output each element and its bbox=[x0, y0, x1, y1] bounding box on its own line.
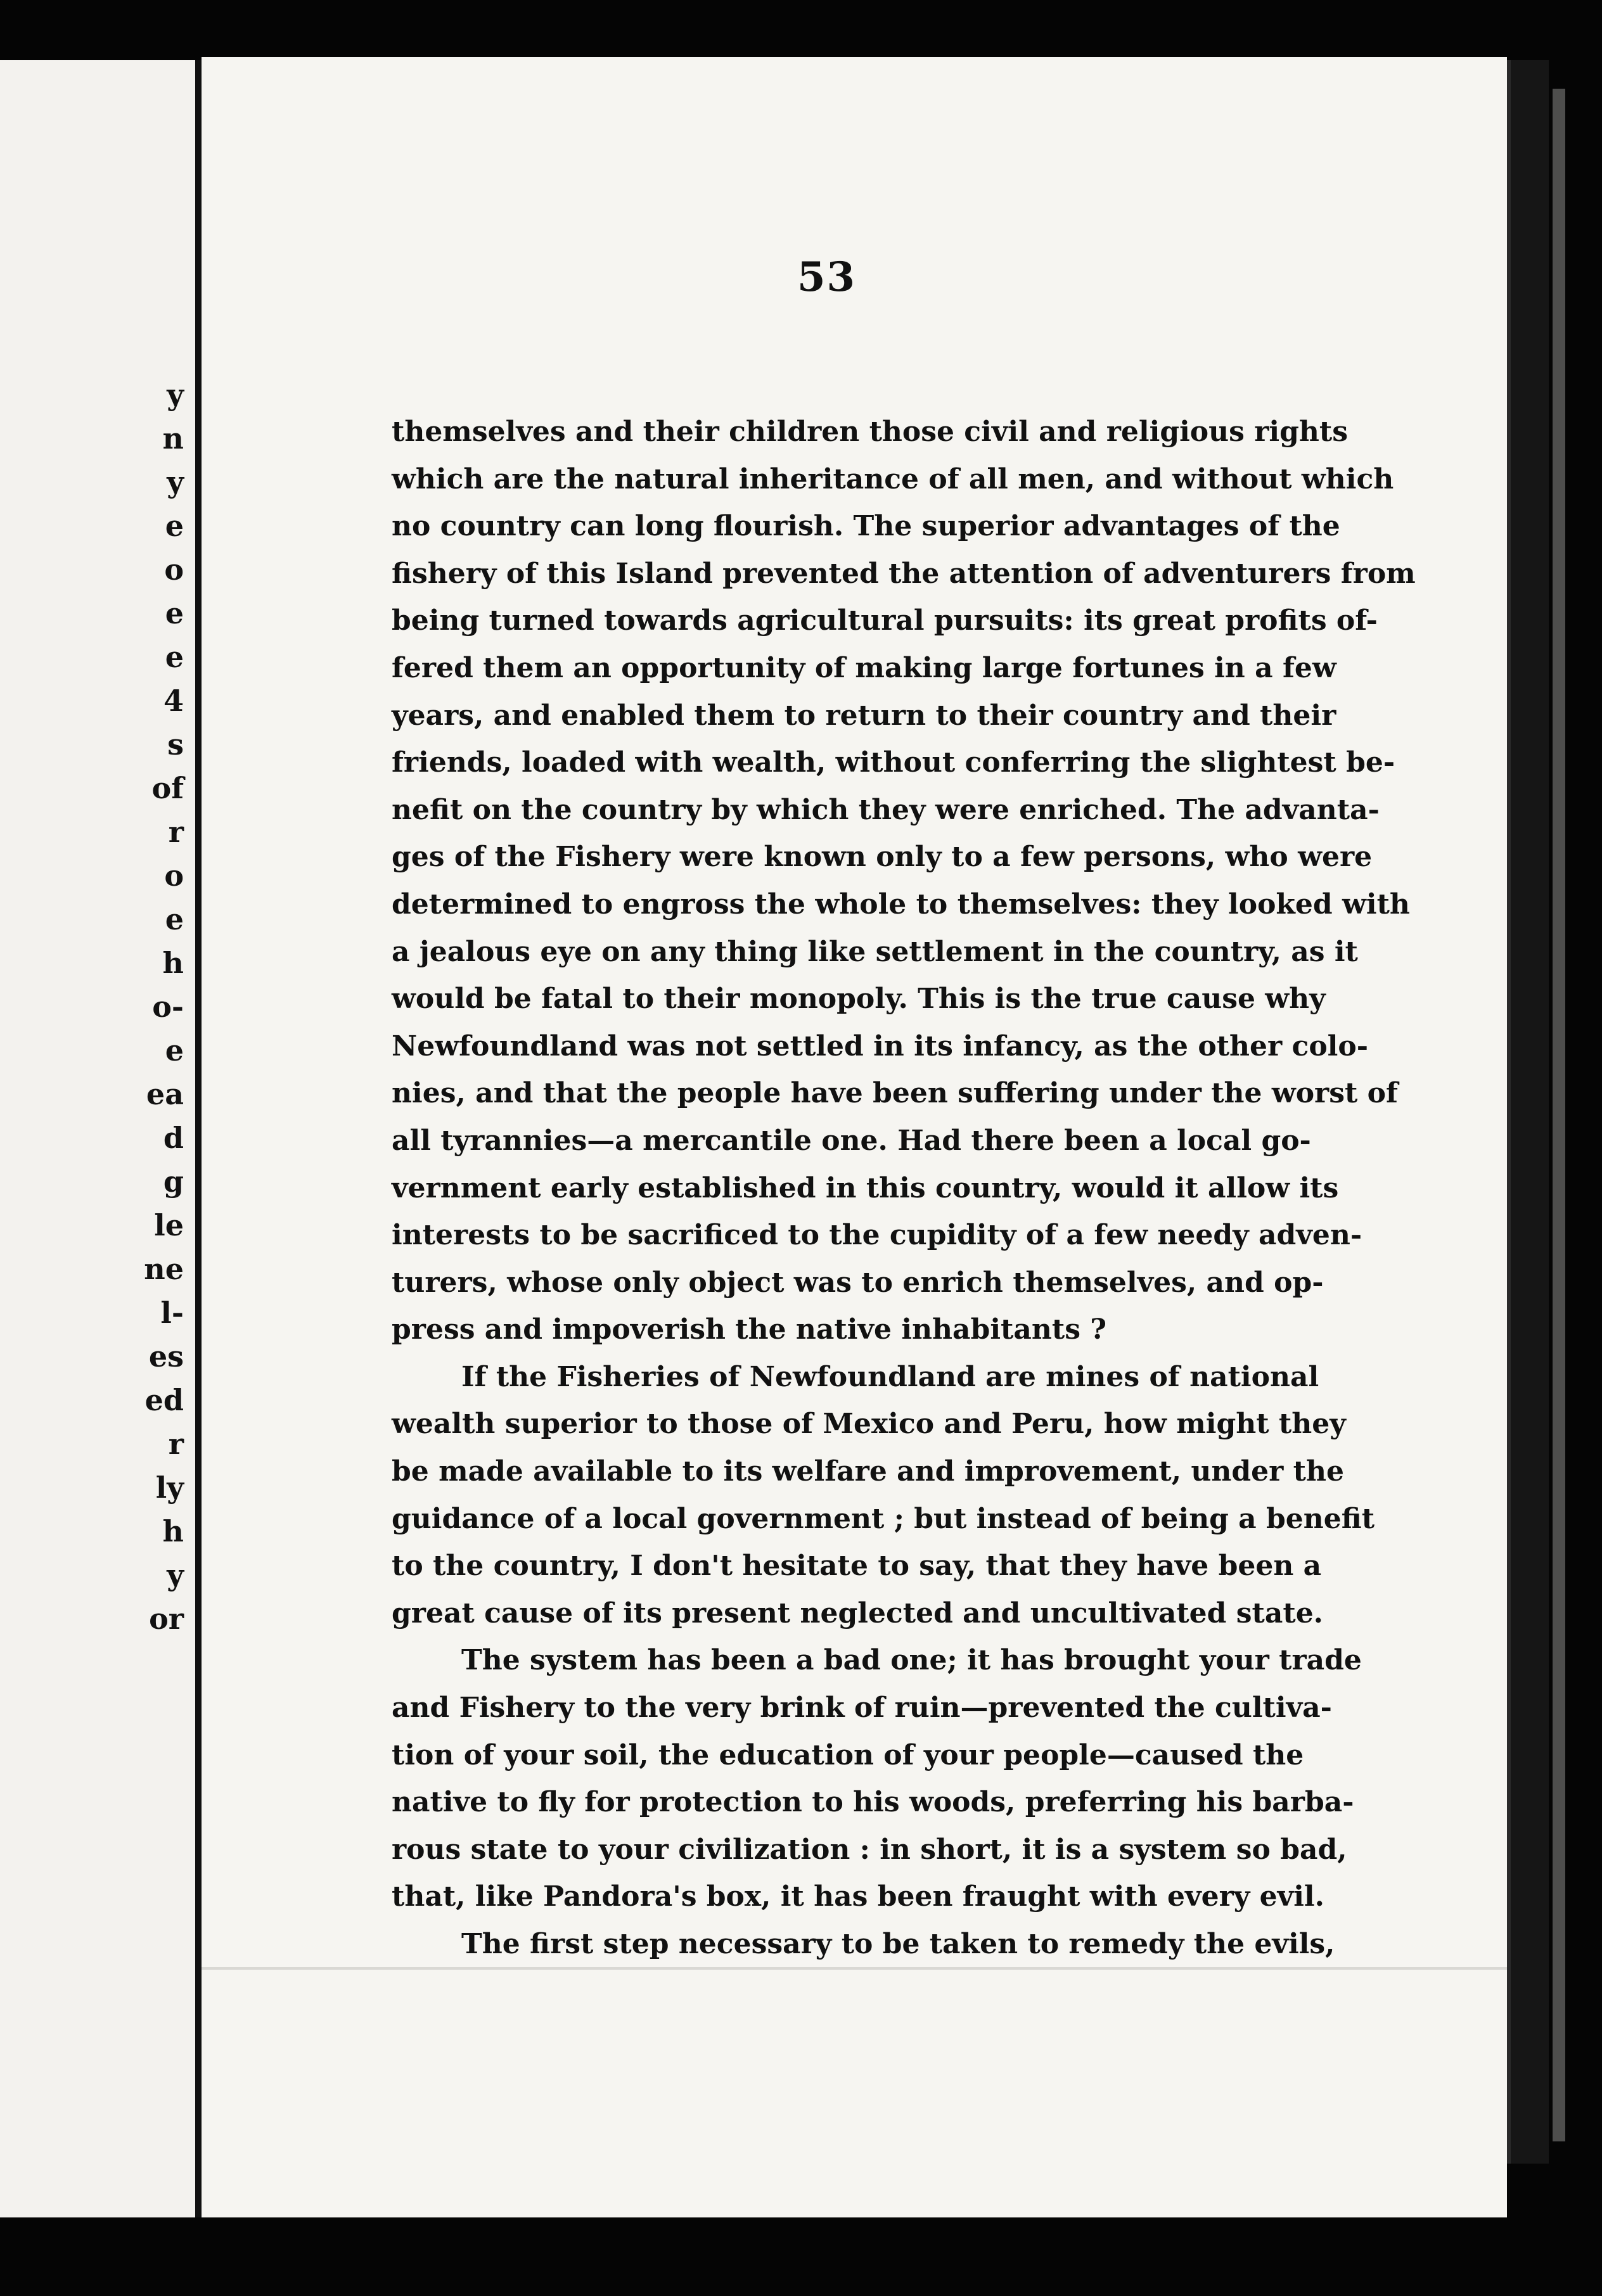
left-page-fragment: h bbox=[162, 1514, 184, 1548]
text-line: rous state to your civilization : in short, it is a system so bad, bbox=[392, 1833, 1347, 1866]
text-line: great cause of its present neglected and uncultivated state. bbox=[392, 1597, 1324, 1630]
paragraph-1 bbox=[392, 409, 1494, 1354]
text-line: themselves and their children those civil and religious rights bbox=[392, 416, 1348, 448]
left-page-edge bbox=[0, 60, 202, 2217]
text-line: and Fishery to the very brink of ruin—prevented the cultiva- bbox=[392, 1692, 1332, 1725]
text-line: being turned towards agricultural pursuits: its great profits of- bbox=[392, 604, 1378, 637]
page-number: 53 bbox=[797, 253, 857, 301]
text-line: would be fatal to their monopoly. This is the true cause why bbox=[392, 983, 1326, 1016]
text-line: wealth superior to those of Mexico and Peru, how might they bbox=[392, 1408, 1346, 1441]
text-line: Newfoundland was not settled in its infancy, as the other colo- bbox=[392, 1030, 1368, 1062]
left-page-fragment: 4 bbox=[163, 684, 184, 718]
text-line: If the Fisheries of Newfoundland are mines of national bbox=[461, 1360, 1319, 1393]
left-page-fragment: o- bbox=[152, 990, 184, 1024]
left-page-fragment: y bbox=[167, 378, 184, 412]
text-line: native to fly for protection to his woods, preferring his barba- bbox=[392, 1786, 1354, 1819]
page-crease bbox=[202, 1967, 1507, 1970]
left-page-fragment: d bbox=[163, 1121, 184, 1155]
left-page-fragment: or bbox=[149, 1602, 184, 1636]
text-line: vernment early established in this country, would it allow its bbox=[392, 1171, 1339, 1204]
left-page-fragment: o bbox=[164, 552, 184, 587]
page-edge-highlight bbox=[1553, 89, 1565, 2141]
left-page-fragment: g bbox=[163, 1164, 184, 1199]
text-line: which are the natural inheritance of all men, and without which bbox=[392, 462, 1394, 495]
left-page-fragment: es bbox=[148, 1339, 184, 1374]
left-page-fragment: y bbox=[167, 465, 184, 499]
left-page-fragment: e bbox=[165, 596, 184, 630]
paragraph-2 bbox=[392, 1354, 1494, 1638]
text-line: friends, loaded with wealth, without conferring the slightest be- bbox=[392, 746, 1395, 779]
left-page-fragment: e bbox=[165, 1033, 184, 1068]
book-page bbox=[202, 57, 1507, 2217]
left-page-fragment: h bbox=[162, 946, 184, 980]
text-line: press and impoverish the native inhabitants ? bbox=[392, 1313, 1107, 1346]
text-line: be made available to its welfare and improvement, under the bbox=[392, 1455, 1344, 1488]
left-page-fragment: l- bbox=[160, 1296, 184, 1330]
left-page-fragment: e bbox=[165, 640, 184, 674]
text-line: all tyrannies—a mercantile one. Had there been a local go- bbox=[392, 1124, 1311, 1157]
text-line: ges of the Fishery were known only to a few persons, who were bbox=[392, 841, 1373, 874]
left-page-fragment: o bbox=[164, 858, 184, 893]
left-page-fragment: ne bbox=[144, 1252, 184, 1286]
paragraph-4 bbox=[392, 1921, 1494, 1968]
text-line: nies, and that the people have been suffering under the worst of bbox=[392, 1077, 1398, 1110]
text-line: The system has been a bad one; it has brought your trade bbox=[461, 1644, 1362, 1677]
text-line: a jealous eye on any thing like settlement in the country, as it bbox=[392, 935, 1358, 968]
left-page-fragment: s bbox=[167, 727, 184, 762]
left-page-fragment: of bbox=[151, 771, 184, 805]
text-line: guidance of a local government ; but instead of being a benefit bbox=[392, 1502, 1375, 1535]
text-line: tion of your soil, the education of your people—caused the bbox=[392, 1738, 1304, 1771]
text-line: turers, whose only object was to enrich themselves, and op- bbox=[392, 1266, 1324, 1299]
left-page-fragment: ly bbox=[155, 1470, 184, 1505]
left-page-fragment: y bbox=[167, 1558, 184, 1592]
page-binding-shadow bbox=[1507, 60, 1549, 2164]
left-page-fragment: e bbox=[165, 509, 184, 543]
text-line: nefit on the country by which they were enriched. The advanta- bbox=[392, 793, 1380, 826]
left-page-fragment: n bbox=[162, 421, 184, 456]
text-line: determined to engross the whole to themselves: they looked with bbox=[392, 888, 1410, 921]
text-line: no country can long flourish. The superior advantages of the bbox=[392, 510, 1340, 543]
paragraph-3 bbox=[392, 1637, 1494, 1921]
left-page-fragment: ed bbox=[144, 1383, 184, 1417]
text-line: The first step necessary to be taken to remedy the evils, bbox=[461, 1928, 1335, 1960]
text-line: to the country, I don't hesitate to say, that they have been a bbox=[392, 1550, 1322, 1583]
text-line: fered them an opportunity of making large fortunes in a few bbox=[392, 651, 1336, 684]
text-line: fishery of this Island prevented the attention of adventurers from bbox=[392, 557, 1416, 590]
text-line: interests to be sacrificed to the cupidity of a few needy adven- bbox=[392, 1219, 1362, 1252]
left-page-fragment: r bbox=[168, 815, 184, 849]
left-page-fragment: r bbox=[168, 1427, 184, 1461]
text-line: years, and enabled them to return to their country and their bbox=[392, 699, 1336, 732]
left-page-fragment: le bbox=[154, 1208, 184, 1242]
page-text bbox=[392, 409, 1494, 1968]
left-page-fragment: e bbox=[165, 902, 184, 936]
text-line: that, like Pandora's box, it has been fraught with every evil. bbox=[392, 1880, 1324, 1913]
left-page-fragment: ea bbox=[146, 1077, 184, 1111]
